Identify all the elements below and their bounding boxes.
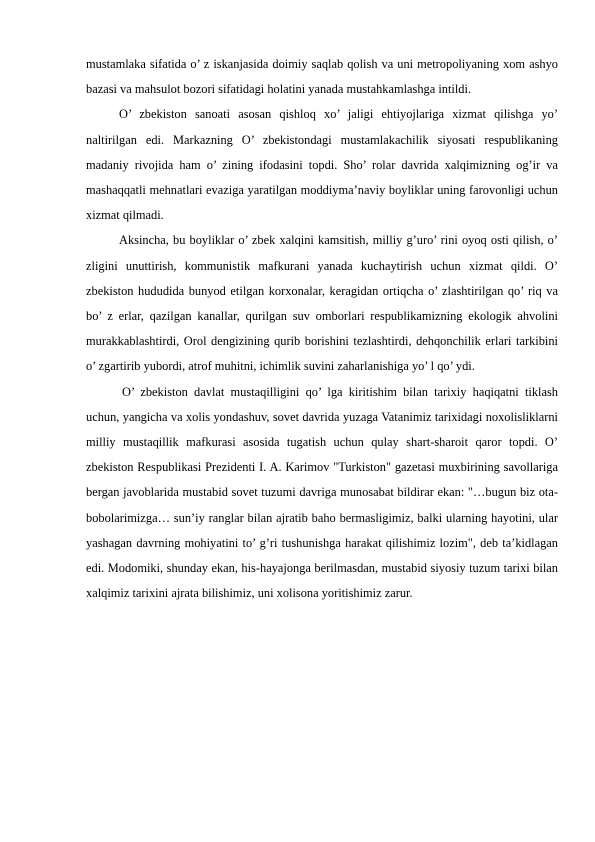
paragraph-4: O’ zbekiston davlat mustaqilligini qo’ lga kiritishim bilan tarixiy haqiqatni tiklash uchun, yangicha va xolis yondashuv, sovet davrida yuzaga Vatanimiz tarixidagi noxolisliklarni milliy mustaqillik mafkurasi asosida tugatish uchun qulay shart-sharoit qaror topdi. O’ zbekiston Respublikasi Prezidenti I. A. Karimov "Turkiston" gazetasi muxbirining savollariga bergan javoblarida mustabid sovet tuzumi davriga munosabat bildirar ekan: "…bugun biz ota-bobolarimizga… sun’iy ranglar bilan ajratib baho bermasligimiz, balki ularning hayotini, ular yashagan davrning mohiyatini to’ g’ri tushunishga harakat qilishimiz lozim", deb ta’kidlagan edi. Modomiki, shunday ekan, his-hayajonga berilmasdan, mustabid siyosiy tuzum tarixi bilan xalqimiz tarixini ajrata bilishimiz, uni xolisona yoritishimiz zarur. <box>86 384 558 601</box>
paragraph-2: O’ zbekiston sanoati asosan qishloq xo’ jaligi ehtiyojlariga xizmat qilishga yo’ naltirilgan edi. Markazning O’ zbekistondagi mustamlakachilik siyosati respublikaning madaniy rivojida ham o’ zining ifodasini topdi. Sho’ rolar davrida xalqimizning og’ir va mashaqqatli mehnatlari evaziga yaratilgan moddiyma’naviy boyliklar uning farovonligi uchun xizmat qilmadi. <box>86 107 558 223</box>
document-body <box>86 52 558 606</box>
paragraph-3: Aksincha, bu boyliklar o’ zbek xalqini kamsitish, milliy g’uro’ rini oyoq osti qilish, o’ zligini unuttirish, kommunistik mafkurani yanada kuchaytirish uchun xizmat qildi. O’ zbekiston hududida bunyod etilgan korxonalar, keragidan ortiqcha o’ zlashtirilgan qo’ riq va bo’ z erlar, qazilgan kanallar, qurilgan suv omborlari respublikamizning ekologik ahvolini murakkablashtirdi, Orol dengizining qurib borishini tezlashtirdi, dehqonchilik erlari tarkibini o’ zgartirib yubordi, atrof muhitni, ichimlik suvini zaharlanishiga yo’ l qo’ ydi. <box>86 233 558 374</box>
paragraph-1: mustamlaka sifatida o’ z iskanjasida doimiy saqlab qolish va uni metropoliyaning xom ashyo bazasi va mahsulot bozori sifatidagi holatini yanada mustahkamlashga intildi. <box>86 57 558 97</box>
